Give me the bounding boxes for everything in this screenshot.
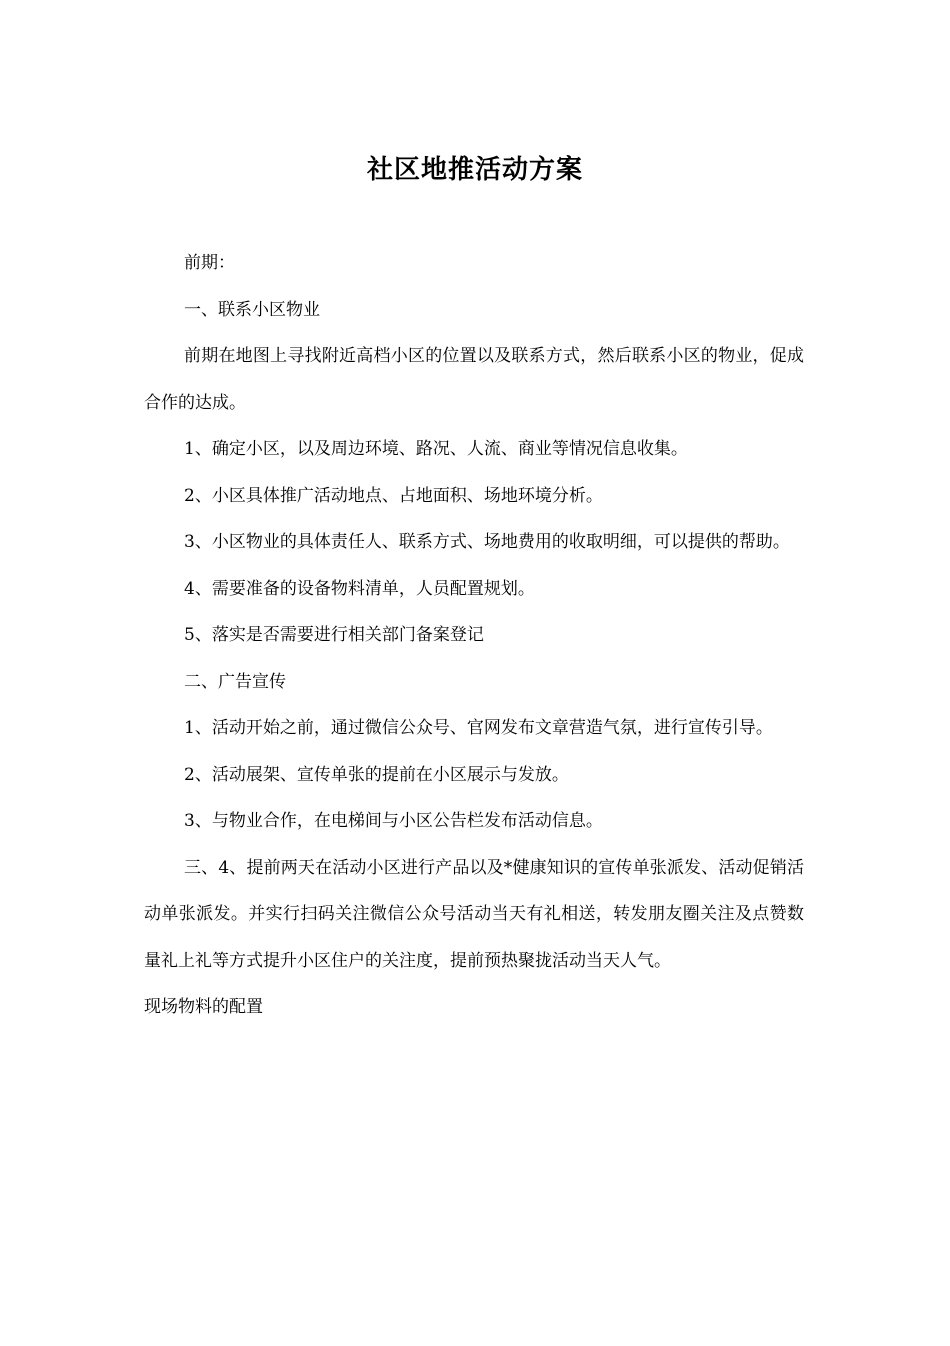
section-heading: 一、联系小区物业 <box>184 299 320 320</box>
list-item: 1、活动开始之前，通过微信公众号、官网发布文章营造气氛，进行宣传引导。 <box>184 718 773 738</box>
paragraph: 前期在地图上寻找附近高档小区的位置以及联系方式，然后联系小区的物业，促成合作的达成。 <box>144 346 804 413</box>
list-item: 3、与物业合作，在电梯间与小区公告栏发布活动信息。 <box>184 811 603 831</box>
list-item: 2、活动展架、宣传单张的提前在小区展示与发放。 <box>184 764 569 785</box>
list-item: 1、确定小区，以及周边环境、路况、人流、商业等情况信息收集。 <box>184 439 688 459</box>
document-body <box>144 240 804 1031</box>
section-heading: 二、广告宣传 <box>184 671 286 692</box>
list-item: 3、小区物业的具体责任人、联系方式、场地费用的收取明细，可以提供的帮助。 <box>184 532 790 552</box>
document-title: 社区地推活动方案 <box>366 155 583 185</box>
list-item: 4、需要准备的设备物料清单，人员配置规划。 <box>184 578 535 599</box>
list-item: 2、小区具体推广活动地点、占地面积、场地环境分析。 <box>184 485 603 506</box>
paragraph: 前期： <box>184 253 235 273</box>
section-heading: 现场物料的配置 <box>144 997 263 1017</box>
list-item: 5、落实是否需要进行相关部门备案登记 <box>184 625 484 645</box>
paragraph: 三、4、提前两天在活动小区进行产品以及*健康知识的宣传单张派发、活动促销活动单张派发。并实行扫码关注微信公众号活动当天有礼相送，转发朋友圈关注及点赞数量礼上礼等方式提升小区住户的关注度，提前预热聚拢活动当天人气。 <box>144 857 804 971</box>
